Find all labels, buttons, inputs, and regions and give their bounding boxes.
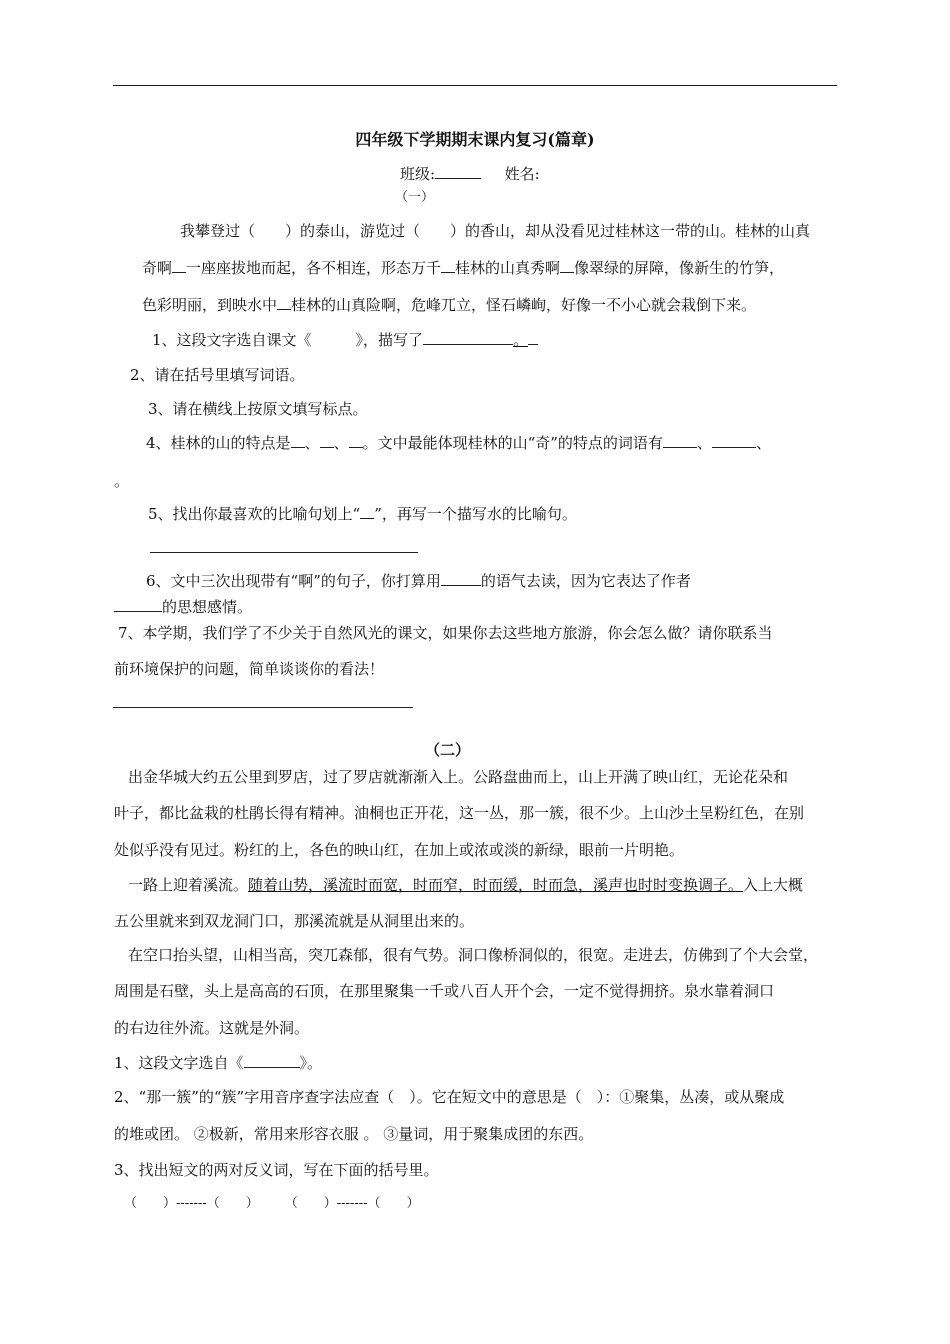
s2-line6: 在空口抬头望，山相当高，突兀森郁，很有气势。洞口像桥洞似的，很宽。走进去，仿佛到了个大会堂， bbox=[128, 946, 819, 964]
trait-blank-3[interactable] bbox=[349, 433, 363, 448]
antonym-pairs[interactable]: （ ）-------（ ） （ ）-------（ ） bbox=[124, 1196, 420, 1211]
top-rule bbox=[113, 85, 837, 86]
trait-blank-2[interactable] bbox=[320, 433, 334, 448]
s1-question-4-end: 。 bbox=[114, 472, 130, 490]
s2-question-2-line1: 2、“那一簇”的“簇”字用音序查字法应查（ ）。它在短文中的意思是（ ）：①聚集，丛凑，或从聚成 bbox=[114, 1088, 785, 1106]
s1-question-5: 5、找出你最喜欢的比喻句划上“ ”，再写一个描写水的比喻句。 bbox=[148, 505, 577, 523]
underlined-sentence: 随着山势，溪流时而宽，时而窄，时而缓，时而急，溪声也时时变换调子。 bbox=[248, 876, 744, 894]
s1-question-6: 6、文中三次出现带有“啊”的句子，你打算用 的语气去读，因为它表达了作者 bbox=[146, 572, 691, 590]
punct-blank-4[interactable] bbox=[277, 295, 291, 310]
page-title: 四年级下学期期末课内复习(篇章) bbox=[355, 130, 595, 149]
word-blank-1[interactable] bbox=[663, 433, 697, 448]
s1-para-line1: 我攀登过（ ）的泰山，游览过（ ）的香山，却从没看见过桂林这一带的山。桂林的山真 bbox=[180, 222, 811, 240]
s1-question-6-cont: 的思想感情。 bbox=[114, 597, 252, 617]
feeling-blank[interactable] bbox=[114, 597, 162, 612]
word-blank-2[interactable] bbox=[712, 433, 756, 448]
punct-blank-1[interactable] bbox=[172, 258, 186, 273]
s2-question-1: 1、这段文字选自《 》。 bbox=[114, 1054, 323, 1072]
s2-line4: 一路上迎着溪流。随着山势，溪流时而宽，时而窄，时而缓，时而急，溪声也时时变换调子。入上大概 bbox=[128, 876, 804, 894]
s1-question-2: 2、请在括号里填写词语。 bbox=[130, 366, 305, 384]
source-blank[interactable] bbox=[244, 1053, 300, 1068]
s1-para-line2: 奇啊 一座座拔地而起，各不相连，形态万千 桂林的山真秀啊 像翠绿的屏障，像新生的竹笋， bbox=[142, 259, 785, 277]
s2-line3: 处似乎没有见过。粉红的上，各色的映山红，在加上或浓或淡的新绿，眼前一片明艳。 bbox=[114, 841, 685, 859]
section1-heading: （一） bbox=[395, 190, 435, 205]
class-blank[interactable] bbox=[435, 164, 481, 179]
q1-answer-blank[interactable] bbox=[423, 330, 513, 345]
class-name-line bbox=[400, 164, 540, 184]
s2-question-2-line2: 的堆或团。 ②极新，常用来形容衣服 。 ③量词，用于聚集成团的东西。 bbox=[114, 1125, 594, 1143]
s2-question-3: 3、找出短文的两对反义词，写在下面的括号里。 bbox=[114, 1161, 439, 1179]
s2-line7: 周围是石壁，头上是高高的石顶，在那里聚集一千或八百人开个会，一定不觉得拥挤。泉水靠着洞口 bbox=[114, 982, 775, 1000]
tone-blank[interactable] bbox=[441, 571, 481, 586]
s1-question-3: 3、请在横线上按原文填写标点。 bbox=[148, 400, 368, 418]
s2-line2: 叶子，都比盆栽的杜鹃长得有精神。油桐也正开花，这一丛，那一簇，很不少。上山沙土呈粉红色，在别 bbox=[114, 804, 805, 822]
s2-line8: 的右边往外流。这就是外洞。 bbox=[114, 1019, 310, 1037]
q5-answer-line[interactable] bbox=[150, 552, 418, 553]
s1-para-line3: 色彩明丽，到映水中 桂林的山真险啊，危峰兀立，怪石嶙峋，好像一不小心就会栽倒下来。 bbox=[142, 296, 757, 314]
s1-question-7-line2: 前环境保护的问题，简单谈谈你的看法！ bbox=[114, 660, 385, 678]
name-label: 姓名: bbox=[504, 165, 540, 183]
punct-blank-3[interactable] bbox=[560, 258, 574, 273]
class-label: 班级: bbox=[400, 165, 436, 183]
mark-blank[interactable] bbox=[360, 504, 374, 519]
s2-line5: 五公里就来到双龙洞门口，那溪流就是从洞里出来的。 bbox=[114, 912, 475, 930]
s1-question-1: 1、这段文字选自课文《 》，描写了 。 bbox=[152, 330, 538, 350]
s1-question-7-line1: 7、本学期，我们学了不少关于自然风光的课文，如果你去这些地方旅游，你会怎么做？请你联系当 bbox=[118, 624, 773, 642]
section2-heading: （二） bbox=[425, 741, 471, 759]
s2-line1: 出金华城大约五公里到罗店，过了罗店就渐渐入上。公路盘曲而上，山上开满了映山红，无论花朵和 bbox=[128, 768, 789, 786]
q7-answer-line[interactable] bbox=[113, 707, 413, 708]
s1-question-4: 4、桂林的山的特点是 、 、 。文中最能体现桂林的山“奇”的特点的词语有 、 、 bbox=[146, 434, 771, 452]
trait-blank-1[interactable] bbox=[291, 433, 305, 448]
punct-blank-2[interactable] bbox=[441, 258, 455, 273]
